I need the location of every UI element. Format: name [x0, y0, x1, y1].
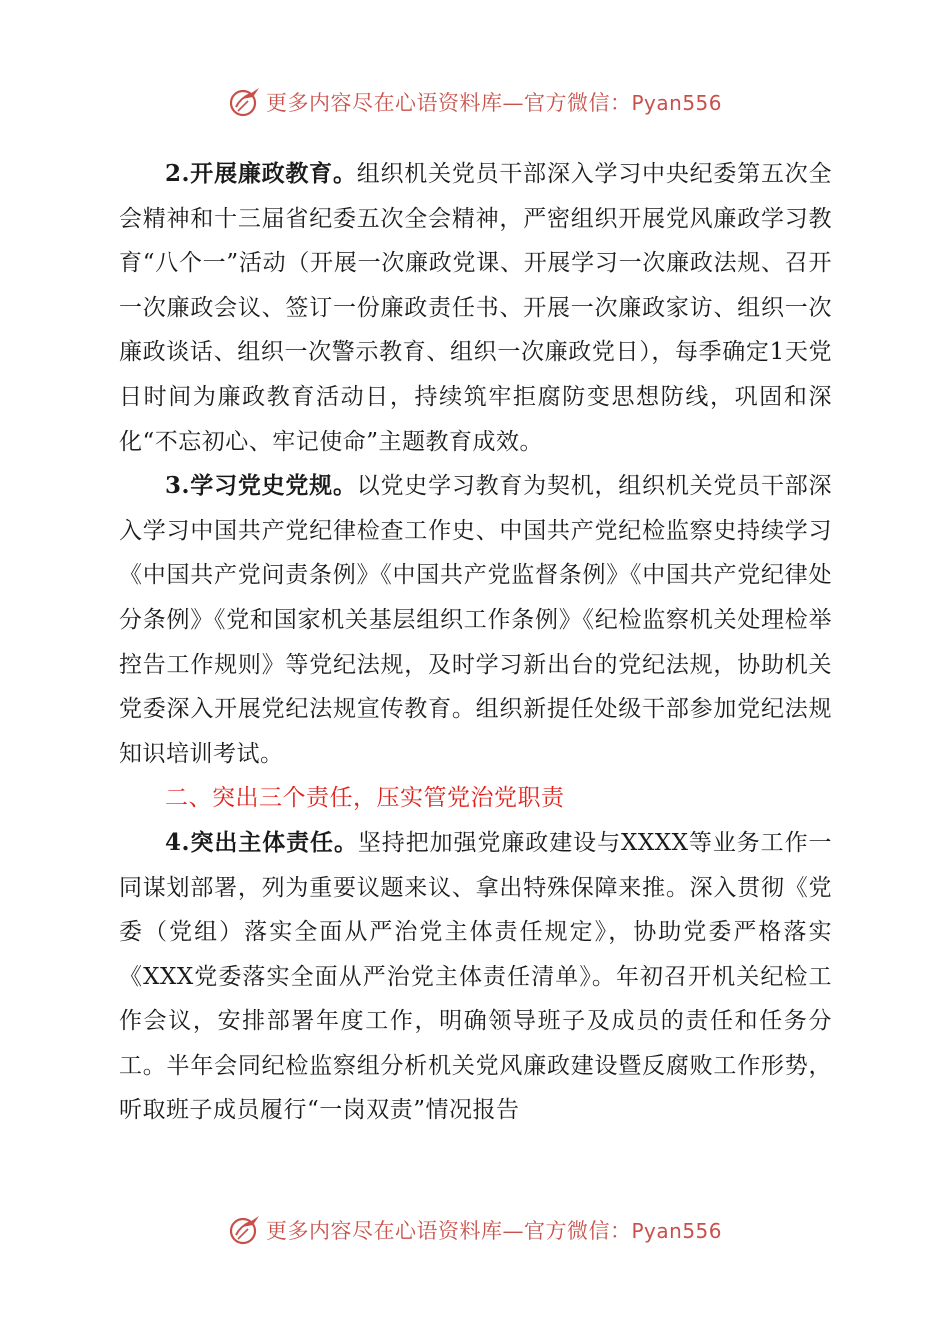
quill-seal-logo-icon — [228, 85, 262, 119]
watermark-account: Pyan556 — [631, 1219, 722, 1243]
paragraph-4-lead: 4.突出主体责任。 — [165, 828, 358, 856]
document-body — [119, 152, 832, 1133]
watermark-banner-top — [0, 82, 950, 122]
section-heading-2: 二、突出三个责任，压实管党治党职责 — [165, 785, 565, 812]
paragraph-3-lead: 3.学习党史党规。 — [165, 472, 357, 500]
paragraph-3-body: 以党史学习教育为契机，组织机关党员干部深入学习中国共产党纪律检查工作史、中国共产党纪检监察史持续学习《中国共产党问责条例》《中国共产党监督条例》《中国共产党纪律处分条例》《党和国家机关基层组织工作条例》《纪检监察机关处理检举控告工作规则》等党纪法规，及时学习新出台的党纪法规，协助机关党委深入开展党纪法规宣传教育。组织新提任处级干部参加党纪法规知识培训考试。 — [119, 473, 833, 767]
quill-seal-logo-icon — [228, 1213, 262, 1247]
paragraph-4-body: 坚持把加强党廉政建设与XXXX等业务工作一同谋划部署，列为重要议题来议、拿出特殊保障来推。深入贯彻《党委（党组）落实全面从严治党主体责任规定》，协助党委严格落实《XXX党委落实全面从严治党主体责任清单》。年初召开机关纪检工作会议，安排部署年度工作，明确领导班子及成员的责任和任务分工。半年会同纪检监察组分析机关党风廉政建设暨反腐败工作形势，听取班子成员履行“一岗双责”情况报告 — [119, 829, 833, 1124]
paragraph-2-lead: 2.开展廉政教育。 — [165, 160, 357, 187]
watermark-prefix: 更多内容尽在心语资料库—官方微信： — [265, 91, 632, 115]
watermark-prefix: 更多内容尽在心语资料库—官方微信： — [265, 1219, 632, 1243]
watermark-banner-bottom — [0, 1210, 950, 1250]
watermark-account: Pyan556 — [631, 91, 722, 115]
paragraph-2-body: 组织机关党员干部深入学习中央纪委第五次全会精神和十三届省纪委五次全会精神，严密组织开展党风廉政学习教育“八个一”活动（开展一次廉政党课、开展学习一次廉政法规、召开一次廉政会议、签订一份廉政责任书、开展一次廉政家访、组织一次廉政谈话、组织一次警示教育、组织一次廉政党日），每季确定1天党日时间为廉政教育活动日，持续筑牢拒腐防变思想防线，巩固和深化“不忘初心、牢记使命”主题教育成效。 — [119, 161, 833, 455]
paragraph-4 — [119, 821, 832, 1133]
paragraph-2 — [119, 152, 832, 464]
paragraph-3 — [119, 464, 832, 776]
